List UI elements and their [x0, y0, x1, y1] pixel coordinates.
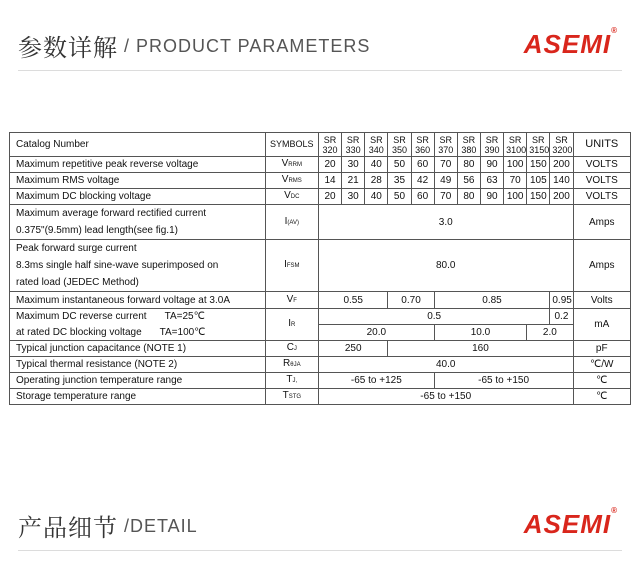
cell-value: 90: [480, 157, 503, 173]
cell-value: 49: [434, 173, 457, 189]
section-header-parameters: [0, 22, 640, 68]
param-symbol: TSTG: [265, 389, 318, 405]
table-row: [10, 240, 631, 292]
param-unit: ℃/W: [573, 357, 630, 373]
param-label: Maximum instantaneous forward voltage at 3.0A: [10, 292, 266, 309]
cell-value: 80.0: [318, 240, 573, 292]
part-header: SR 380: [457, 133, 480, 157]
param-symbol: VDC: [265, 189, 318, 205]
param-unit: VOLTS: [573, 173, 630, 189]
table-row: [10, 373, 631, 389]
cell-value: 50: [388, 189, 411, 205]
cell-value: 14: [318, 173, 341, 189]
section-title-en: / PRODUCT PARAMETERS: [124, 36, 371, 56]
param-symbol: IFSM: [265, 240, 318, 292]
param-label: Maximum DC blocking voltage: [10, 189, 266, 205]
table-row: [10, 389, 631, 405]
part-header: SR 3200: [550, 133, 573, 157]
part-header: SR 3100: [504, 133, 527, 157]
param-unit: ℃: [573, 373, 630, 389]
param-unit: ℃: [573, 389, 630, 405]
cell-value: 63: [480, 173, 503, 189]
cell-value: 10.0: [434, 325, 527, 341]
param-label: Maximum repetitive peak reverse voltage: [10, 157, 266, 173]
cell-value: 2.0: [527, 325, 573, 341]
cell-value: 30: [342, 189, 365, 205]
cell-value: 0.95: [550, 292, 573, 309]
cell-value: 30: [342, 157, 365, 173]
param-label: Maximum DC reverse current TA=25℃: [10, 309, 266, 325]
cell-value: 70: [434, 189, 457, 205]
cell-value: 20.0: [318, 325, 434, 341]
cell-value: -65 to +150: [318, 389, 573, 405]
table-row: [10, 325, 631, 341]
cell-value: 90: [480, 189, 503, 205]
part-header: SR 3150: [527, 133, 550, 157]
table-row: [10, 157, 631, 173]
header-divider: [18, 70, 622, 71]
table-row: [10, 189, 631, 205]
cell-value: -65 to +125: [318, 373, 434, 389]
cell-value: 100: [504, 189, 527, 205]
part-header: SR 360: [411, 133, 434, 157]
parameters-table: [9, 132, 631, 405]
param-symbol: TJ,: [265, 373, 318, 389]
cell-value: 80: [457, 189, 480, 205]
header-divider: [18, 550, 622, 551]
table-row: [10, 357, 631, 373]
param-label: Operating junction temperature range: [10, 373, 266, 389]
cell-value: 0.5: [318, 309, 549, 325]
param-unit: pF: [573, 341, 630, 357]
param-symbol: VF: [265, 292, 318, 309]
param-label: Maximum average forward rectified current 0.375"(9.5mm) lead length(see fig.1): [10, 205, 266, 240]
cell-value: 50: [388, 157, 411, 173]
cell-value: 28: [365, 173, 388, 189]
cell-value: 0.2: [550, 309, 573, 325]
param-unit: Amps: [573, 205, 630, 240]
cell-value: 100: [504, 157, 527, 173]
table-row: [10, 309, 631, 325]
param-symbol: VRRM: [265, 157, 318, 173]
cell-value: 160: [388, 341, 573, 357]
param-label: Typical junction capacitance (NOTE 1): [10, 341, 266, 357]
cell-value: -65 to +150: [434, 373, 573, 389]
cell-value: 105: [527, 173, 550, 189]
section-title-zh: 参数详解: [18, 34, 118, 62]
param-label: Maximum RMS voltage: [10, 173, 266, 189]
cell-value: 40: [365, 189, 388, 205]
cell-value: 20: [318, 157, 341, 173]
param-label: Peak forward surge current 8.3ms single half sine-wave superimposed on rated load (JEDEC Method): [10, 240, 266, 292]
table-row: [10, 173, 631, 189]
cell-value: 250: [318, 341, 387, 357]
cell-value: 140: [550, 173, 573, 189]
param-label: at rated DC blocking voltage TA=100℃: [10, 325, 266, 341]
part-header: SR 350: [388, 133, 411, 157]
cell-value: 20: [318, 189, 341, 205]
cell-value: 0.85: [434, 292, 550, 309]
param-symbol: IR: [265, 309, 318, 341]
param-label: Typical thermal resistance (NOTE 2): [10, 357, 266, 373]
cell-value: 40: [365, 157, 388, 173]
table-row: [10, 341, 631, 357]
section-title-zh: 产品细节: [18, 514, 118, 542]
section-title-en: /DETAIL: [124, 516, 198, 536]
cell-value: 3.0: [318, 205, 573, 240]
param-symbol: RθJA: [265, 357, 318, 373]
table-row: [10, 205, 631, 240]
units-header: UNITS: [573, 133, 630, 157]
cell-value: 56: [457, 173, 480, 189]
cell-value: 80: [457, 157, 480, 173]
part-header: SR 340: [365, 133, 388, 157]
cell-value: 35: [388, 173, 411, 189]
part-header: SR 330: [342, 133, 365, 157]
table-row: [10, 292, 631, 309]
param-unit: mA: [573, 309, 630, 341]
param-symbol: CJ: [265, 341, 318, 357]
cell-value: 200: [550, 157, 573, 173]
param-symbol: VRMS: [265, 173, 318, 189]
param-label: Storage temperature range: [10, 389, 266, 405]
section-header-detail: [0, 502, 640, 548]
cell-value: 40.0: [318, 357, 573, 373]
table-header-row: [10, 133, 631, 157]
part-header: SR 390: [480, 133, 503, 157]
symbols-header: SYMBOLS: [265, 133, 318, 157]
cell-value: 150: [527, 189, 550, 205]
param-unit: Amps: [573, 240, 630, 292]
cell-value: 70: [504, 173, 527, 189]
param-unit: VOLTS: [573, 157, 630, 173]
part-header: SR 370: [434, 133, 457, 157]
asemi-logo: ASEMI®: [523, 506, 618, 539]
cell-value: 70: [434, 157, 457, 173]
cell-value: 21: [342, 173, 365, 189]
param-unit: Volts: [573, 292, 630, 309]
cell-value: 42: [411, 173, 434, 189]
cell-value: 0.70: [388, 292, 434, 309]
param-symbol: I(AV): [265, 205, 318, 240]
cell-value: 60: [411, 157, 434, 173]
cell-value: 0.55: [318, 292, 387, 309]
cell-value: 150: [527, 157, 550, 173]
cell-value: 200: [550, 189, 573, 205]
catalog-header: Catalog Number: [10, 133, 266, 157]
part-header: SR 320: [318, 133, 341, 157]
asemi-logo: ASEMI®: [523, 26, 618, 59]
param-unit: VOLTS: [573, 189, 630, 205]
cell-value: 60: [411, 189, 434, 205]
